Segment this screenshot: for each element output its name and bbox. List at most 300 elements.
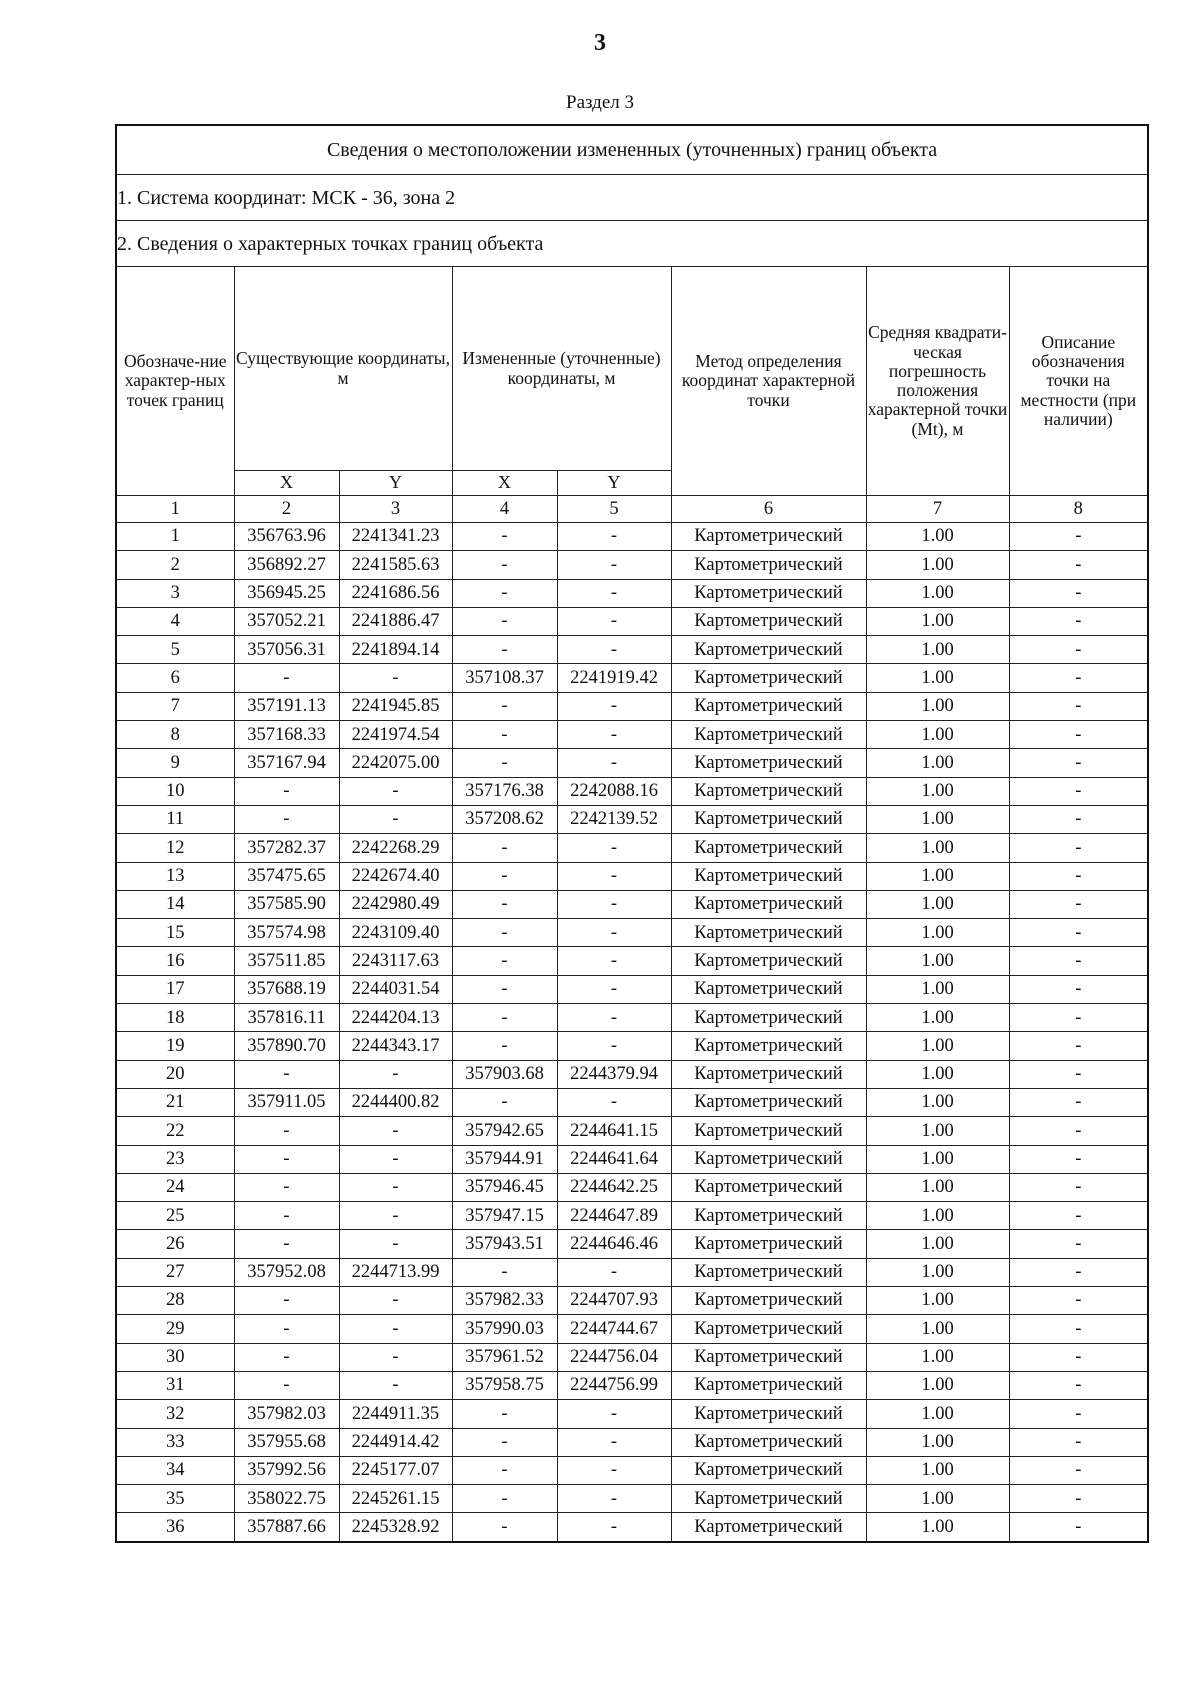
table-row (116, 862, 1148, 890)
cell-changed-x: 357990.03 (452, 1315, 557, 1343)
cell-error-mt: 1.00 (866, 777, 1009, 805)
cell-error-mt: 1.00 (866, 636, 1009, 664)
cell-existing-x: 357911.05 (234, 1088, 339, 1116)
cell-changed-x: 357944.91 (452, 1145, 557, 1173)
table-row (116, 1400, 1148, 1428)
cell-existing-y: - (339, 1230, 452, 1258)
cell-point-number: 21 (116, 1088, 234, 1116)
cell-existing-y: - (339, 777, 452, 805)
cell-changed-y: - (557, 919, 671, 947)
cell-point-number: 35 (116, 1485, 234, 1513)
cell-existing-y: - (339, 664, 452, 692)
cell-error-mt: 1.00 (866, 1173, 1009, 1201)
cell-existing-x: 356892.27 (234, 551, 339, 579)
table-row (116, 1202, 1148, 1230)
header-error: Средняя квадрати-ческая погрешность положения характерной точки (Mt), м (866, 267, 1009, 496)
cell-changed-y: - (557, 834, 671, 862)
cell-description: - (1009, 777, 1148, 805)
cell-error-mt: 1.00 (866, 1230, 1009, 1258)
cell-existing-x: 357992.56 (234, 1456, 339, 1484)
cell-changed-y: - (557, 607, 671, 635)
cell-changed-x: 357961.52 (452, 1343, 557, 1371)
cell-method: Картометрический (671, 579, 866, 607)
cell-method: Картометрический (671, 1343, 866, 1371)
cell-changed-y: 2244379.94 (557, 1060, 671, 1088)
cell-existing-x: - (234, 1145, 339, 1173)
cell-changed-y: 2242088.16 (557, 777, 671, 805)
column-number: 2 (234, 496, 339, 523)
cell-existing-x: - (234, 1173, 339, 1201)
cell-changed-x: 357958.75 (452, 1371, 557, 1399)
cell-point-number: 3 (116, 579, 234, 607)
table-row (116, 975, 1148, 1003)
cell-existing-y: - (339, 1315, 452, 1343)
points-heading: 2. Сведения о характерных точках границ объекта (116, 221, 1148, 267)
cell-description: - (1009, 862, 1148, 890)
cell-description: - (1009, 1287, 1148, 1315)
cell-changed-x: - (452, 1032, 557, 1060)
cell-description: - (1009, 749, 1148, 777)
cell-method: Картометрический (671, 947, 866, 975)
column-number-row (116, 496, 1148, 523)
cell-method: Картометрический (671, 1117, 866, 1145)
table-row (116, 1060, 1148, 1088)
cell-changed-x: - (452, 1400, 557, 1428)
cell-method: Картометрический (671, 1456, 866, 1484)
table-row (116, 664, 1148, 692)
table-row (116, 890, 1148, 918)
cell-error-mt: 1.00 (866, 862, 1009, 890)
cell-error-mt: 1.00 (866, 834, 1009, 862)
cell-description: - (1009, 1117, 1148, 1145)
cell-point-number: 6 (116, 664, 234, 692)
cell-error-mt: 1.00 (866, 607, 1009, 635)
cell-point-number: 36 (116, 1513, 234, 1542)
cell-description: - (1009, 1258, 1148, 1286)
cell-point-number: 34 (116, 1456, 234, 1484)
cell-description: - (1009, 1371, 1148, 1399)
cell-description: - (1009, 1230, 1148, 1258)
cell-method: Картометрический (671, 749, 866, 777)
cell-existing-y: 2244914.42 (339, 1428, 452, 1456)
column-number: 1 (116, 496, 234, 523)
cell-changed-y: - (557, 1088, 671, 1116)
cell-method: Картометрический (671, 1088, 866, 1116)
cell-changed-x: - (452, 834, 557, 862)
cell-changed-x: 357943.51 (452, 1230, 557, 1258)
cell-changed-x: - (452, 1088, 557, 1116)
cell-changed-x: - (452, 749, 557, 777)
cell-changed-x: - (452, 890, 557, 918)
cell-error-mt: 1.00 (866, 1315, 1009, 1343)
cell-error-mt: 1.00 (866, 523, 1009, 551)
cell-point-number: 29 (116, 1315, 234, 1343)
cell-changed-x: 357947.15 (452, 1202, 557, 1230)
cell-changed-y: 2244756.99 (557, 1371, 671, 1399)
cell-point-number: 16 (116, 947, 234, 975)
cell-changed-y: 2244647.89 (557, 1202, 671, 1230)
cell-existing-x: 357052.21 (234, 607, 339, 635)
cell-description: - (1009, 805, 1148, 833)
table-row (116, 1032, 1148, 1060)
table-row (116, 1230, 1148, 1258)
cell-changed-x: - (452, 579, 557, 607)
cell-changed-x: - (452, 636, 557, 664)
cell-existing-y: 2242268.29 (339, 834, 452, 862)
cell-changed-y: - (557, 551, 671, 579)
cell-changed-x: - (452, 947, 557, 975)
cell-method: Картометрический (671, 1258, 866, 1286)
cell-method: Картометрический (671, 1428, 866, 1456)
cell-existing-y: 2241886.47 (339, 607, 452, 635)
table-row (116, 1456, 1148, 1484)
cell-changed-x: - (452, 975, 557, 1003)
header-changed-x: X (452, 471, 557, 496)
cell-existing-x: - (234, 777, 339, 805)
cell-description: - (1009, 664, 1148, 692)
cell-point-number: 26 (116, 1230, 234, 1258)
cell-existing-y: - (339, 1117, 452, 1145)
cell-existing-y: 2241894.14 (339, 636, 452, 664)
cell-error-mt: 1.00 (866, 975, 1009, 1003)
cell-changed-x: - (452, 523, 557, 551)
cell-existing-y: 2243117.63 (339, 947, 452, 975)
cell-point-number: 18 (116, 1004, 234, 1032)
cell-error-mt: 1.00 (866, 919, 1009, 947)
table-body (116, 523, 1148, 1542)
cell-method: Картометрический (671, 721, 866, 749)
cell-method: Картометрический (671, 1315, 866, 1343)
cell-point-number: 17 (116, 975, 234, 1003)
header-existing-coords: Существующие координаты, м (234, 267, 452, 471)
cell-error-mt: 1.00 (866, 1513, 1009, 1542)
cell-error-mt: 1.00 (866, 1287, 1009, 1315)
cell-changed-y: 2242139.52 (557, 805, 671, 833)
cell-point-number: 31 (116, 1371, 234, 1399)
cell-changed-x: - (452, 1485, 557, 1513)
cell-changed-y: - (557, 1258, 671, 1286)
cell-description: - (1009, 1032, 1148, 1060)
table-row (116, 721, 1148, 749)
cell-description: - (1009, 692, 1148, 720)
cell-point-number: 15 (116, 919, 234, 947)
cell-existing-y: - (339, 1202, 452, 1230)
table-row (116, 1287, 1148, 1315)
cell-description: - (1009, 607, 1148, 635)
cell-method: Картометрический (671, 805, 866, 833)
table-row (116, 607, 1148, 635)
cell-changed-x: - (452, 551, 557, 579)
cell-changed-y: - (557, 1004, 671, 1032)
table-row (116, 805, 1148, 833)
cell-error-mt: 1.00 (866, 551, 1009, 579)
cell-changed-x: 357942.65 (452, 1117, 557, 1145)
column-number: 7 (866, 496, 1009, 523)
cell-existing-x: 357585.90 (234, 890, 339, 918)
cell-changed-y: 2244744.67 (557, 1315, 671, 1343)
cell-description: - (1009, 975, 1148, 1003)
cell-changed-y: - (557, 1428, 671, 1456)
cell-changed-y: 2244642.25 (557, 1173, 671, 1201)
cell-point-number: 12 (116, 834, 234, 862)
cell-point-number: 2 (116, 551, 234, 579)
cell-error-mt: 1.00 (866, 749, 1009, 777)
cell-description: - (1009, 1315, 1148, 1343)
header-existing-x: X (234, 471, 339, 496)
cell-changed-x: - (452, 862, 557, 890)
table-row (116, 636, 1148, 664)
cell-method: Картометрический (671, 777, 866, 805)
cell-existing-y: 2244911.35 (339, 1400, 452, 1428)
cell-method: Картометрический (671, 975, 866, 1003)
cell-method: Картометрический (671, 1400, 866, 1428)
cell-existing-x: 357952.08 (234, 1258, 339, 1286)
cell-error-mt: 1.00 (866, 1428, 1009, 1456)
cell-changed-x: 357982.33 (452, 1287, 557, 1315)
table-row (116, 1004, 1148, 1032)
cell-description: - (1009, 1456, 1148, 1484)
table-title: Сведения о местоположении измененных (уточненных) границ объекта (116, 125, 1148, 175)
cell-existing-x: 357887.66 (234, 1513, 339, 1542)
cell-changed-x: - (452, 1428, 557, 1456)
cell-description: - (1009, 1343, 1148, 1371)
table-row (116, 1513, 1148, 1542)
cell-error-mt: 1.00 (866, 1371, 1009, 1399)
cell-error-mt: 1.00 (866, 1456, 1009, 1484)
cell-changed-y: 2244756.04 (557, 1343, 671, 1371)
cell-method: Картометрический (671, 1485, 866, 1513)
cell-description: - (1009, 947, 1148, 975)
cell-method: Картометрический (671, 523, 866, 551)
cell-existing-x: 357191.13 (234, 692, 339, 720)
cell-method: Картометрический (671, 1004, 866, 1032)
cell-changed-y: - (557, 1400, 671, 1428)
cell-description: - (1009, 721, 1148, 749)
cell-method: Картометрический (671, 890, 866, 918)
cell-error-mt: 1.00 (866, 1088, 1009, 1116)
cell-error-mt: 1.00 (866, 1004, 1009, 1032)
cell-error-mt: 1.00 (866, 1145, 1009, 1173)
cell-method: Картометрический (671, 1371, 866, 1399)
cell-description: - (1009, 919, 1148, 947)
cell-description: - (1009, 1485, 1148, 1513)
cell-description: - (1009, 1173, 1148, 1201)
cell-existing-y: - (339, 1173, 452, 1201)
cell-point-number: 23 (116, 1145, 234, 1173)
cell-changed-y: - (557, 636, 671, 664)
cell-method: Картометрический (671, 1230, 866, 1258)
cell-existing-y: 2244031.54 (339, 975, 452, 1003)
column-number: 6 (671, 496, 866, 523)
cell-existing-x: 357688.19 (234, 975, 339, 1003)
header-designation: Обозначе-ние характер-ных точек границ (116, 267, 234, 496)
table-row (116, 749, 1148, 777)
table-row (116, 947, 1148, 975)
column-number: 3 (339, 496, 452, 523)
cell-changed-y: - (557, 692, 671, 720)
cell-error-mt: 1.00 (866, 721, 1009, 749)
table-row (116, 1428, 1148, 1456)
cell-existing-x: 357816.11 (234, 1004, 339, 1032)
cell-changed-y: - (557, 1456, 671, 1484)
table-row (116, 1485, 1148, 1513)
cell-description: - (1009, 890, 1148, 918)
cell-changed-x: 357903.68 (452, 1060, 557, 1088)
table-row (116, 1343, 1148, 1371)
cell-point-number: 22 (116, 1117, 234, 1145)
cell-description: - (1009, 523, 1148, 551)
cell-existing-x: 357574.98 (234, 919, 339, 947)
cell-existing-x: - (234, 1371, 339, 1399)
cell-description: - (1009, 636, 1148, 664)
cell-existing-x: 357056.31 (234, 636, 339, 664)
cell-error-mt: 1.00 (866, 1343, 1009, 1371)
cell-existing-x: 357955.68 (234, 1428, 339, 1456)
cell-existing-y: 2243109.40 (339, 919, 452, 947)
cell-changed-y: - (557, 523, 671, 551)
cell-point-number: 25 (116, 1202, 234, 1230)
cell-changed-y: 2241919.42 (557, 664, 671, 692)
cell-changed-y: - (557, 579, 671, 607)
table-row (116, 579, 1148, 607)
cell-point-number: 9 (116, 749, 234, 777)
cell-method: Картометрический (671, 919, 866, 947)
page-number: 3 (594, 30, 606, 56)
cell-error-mt: 1.00 (866, 890, 1009, 918)
cell-existing-x: 357511.85 (234, 947, 339, 975)
cell-changed-y: - (557, 862, 671, 890)
cell-point-number: 24 (116, 1173, 234, 1201)
cell-changed-x: 357108.37 (452, 664, 557, 692)
cell-point-number: 19 (116, 1032, 234, 1060)
cell-error-mt: 1.00 (866, 579, 1009, 607)
cell-changed-y: - (557, 749, 671, 777)
cell-error-mt: 1.00 (866, 805, 1009, 833)
cell-existing-y: 2245261.15 (339, 1485, 452, 1513)
cell-existing-y: - (339, 1371, 452, 1399)
cell-method: Картометрический (671, 1202, 866, 1230)
cell-description: - (1009, 1145, 1148, 1173)
table-row (116, 1173, 1148, 1201)
cell-method: Картометрический (671, 692, 866, 720)
cell-existing-x: - (234, 1060, 339, 1088)
table-row (116, 523, 1148, 551)
header-method: Метод определения координат характерной точки (671, 267, 866, 496)
cell-method: Картометрический (671, 1060, 866, 1088)
cell-existing-x: 357475.65 (234, 862, 339, 890)
cell-method: Картометрический (671, 1032, 866, 1060)
cell-method: Картометрический (671, 551, 866, 579)
cell-point-number: 33 (116, 1428, 234, 1456)
cell-changed-y: - (557, 947, 671, 975)
cell-changed-x: - (452, 692, 557, 720)
cell-existing-x: - (234, 664, 339, 692)
cell-description: - (1009, 579, 1148, 607)
coord-system-line: 1. Система координат: МСК - 36, зона 2 (116, 175, 1148, 221)
cell-point-number: 28 (116, 1287, 234, 1315)
cell-error-mt: 1.00 (866, 1400, 1009, 1428)
cell-changed-x: 357176.38 (452, 777, 557, 805)
cell-point-number: 27 (116, 1258, 234, 1286)
cell-point-number: 7 (116, 692, 234, 720)
cell-method: Картометрический (671, 1513, 866, 1542)
cell-error-mt: 1.00 (866, 664, 1009, 692)
table-row (116, 1145, 1148, 1173)
cell-changed-y: 2244646.46 (557, 1230, 671, 1258)
table-row (116, 1371, 1148, 1399)
cell-changed-y: - (557, 1485, 671, 1513)
cell-point-number: 4 (116, 607, 234, 635)
cell-method: Картометрический (671, 664, 866, 692)
table-row (116, 1258, 1148, 1286)
table-row (116, 551, 1148, 579)
cell-existing-x: 357982.03 (234, 1400, 339, 1428)
cell-changed-x: 357208.62 (452, 805, 557, 833)
cell-changed-x: - (452, 721, 557, 749)
cell-existing-x: - (234, 805, 339, 833)
header-changed-y: Y (557, 471, 671, 496)
table-row (116, 1088, 1148, 1116)
table-row (116, 1117, 1148, 1145)
cell-error-mt: 1.00 (866, 947, 1009, 975)
cell-method: Картометрический (671, 636, 866, 664)
column-number: 4 (452, 496, 557, 523)
cell-point-number: 13 (116, 862, 234, 890)
cell-changed-y: - (557, 721, 671, 749)
table-row (116, 1315, 1148, 1343)
cell-existing-x: - (234, 1343, 339, 1371)
header-description: Описание обозначения точки на местности (при наличии) (1009, 267, 1148, 496)
cell-description: - (1009, 1088, 1148, 1116)
cell-point-number: 14 (116, 890, 234, 918)
cell-existing-y: 2245328.92 (339, 1513, 452, 1542)
cell-changed-x: - (452, 1004, 557, 1032)
cell-existing-y: 2241585.63 (339, 551, 452, 579)
cell-error-mt: 1.00 (866, 1060, 1009, 1088)
cell-existing-x: - (234, 1230, 339, 1258)
column-number: 5 (557, 496, 671, 523)
cell-point-number: 20 (116, 1060, 234, 1088)
table-row (116, 692, 1148, 720)
cell-existing-y: 2244343.17 (339, 1032, 452, 1060)
cell-existing-y: 2242674.40 (339, 862, 452, 890)
cell-method: Картометрический (671, 1287, 866, 1315)
cell-description: - (1009, 1400, 1148, 1428)
cell-existing-x: - (234, 1202, 339, 1230)
cell-changed-x: - (452, 1513, 557, 1542)
cell-error-mt: 1.00 (866, 1032, 1009, 1060)
cell-error-mt: 1.00 (866, 1258, 1009, 1286)
cell-description: - (1009, 1004, 1148, 1032)
cell-existing-y: - (339, 805, 452, 833)
cell-point-number: 30 (116, 1343, 234, 1371)
cell-changed-y: - (557, 1032, 671, 1060)
cell-existing-y: 2244204.13 (339, 1004, 452, 1032)
cell-changed-x: - (452, 1456, 557, 1484)
cell-method: Картометрический (671, 862, 866, 890)
table-row (116, 834, 1148, 862)
cell-existing-y: - (339, 1060, 452, 1088)
cell-changed-y: - (557, 1513, 671, 1542)
cell-point-number: 11 (116, 805, 234, 833)
cell-existing-y: - (339, 1287, 452, 1315)
cell-existing-x: 358022.75 (234, 1485, 339, 1513)
cell-existing-y: 2242075.00 (339, 749, 452, 777)
cell-existing-y: 2241341.23 (339, 523, 452, 551)
cell-method: Картометрический (671, 834, 866, 862)
cell-changed-x: - (452, 1258, 557, 1286)
cell-method: Картометрический (671, 607, 866, 635)
